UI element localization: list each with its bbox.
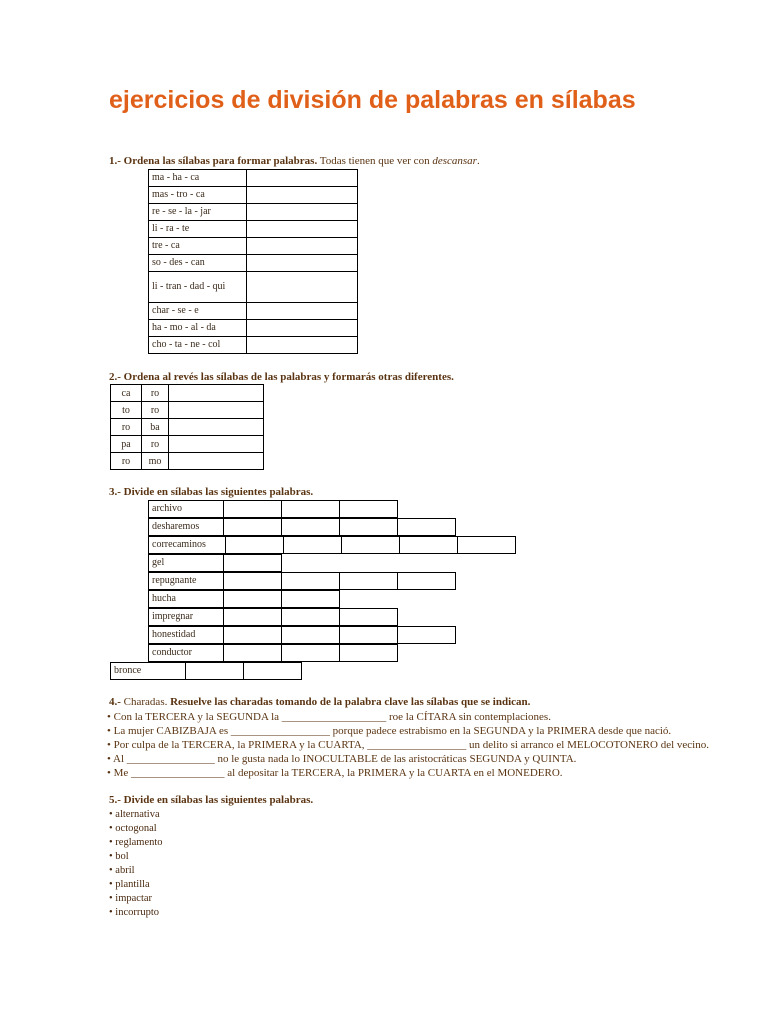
list-item: • Con la TERCERA y la SEGUNDA la ___________________ roe la CÍTARA sin contemplaciones. [107,711,551,723]
answer-cell[interactable] [223,554,282,572]
answer-cell[interactable] [247,221,358,238]
section-4-heading: 4.- Charadas. Resuelve las charadas tomando de la palabra clave las sílabas que se indican. [109,696,531,708]
answer-cell[interactable] [223,590,282,608]
charades-list [107,710,709,780]
answer-cell[interactable] [247,337,358,354]
table-row: ca ro [111,385,264,402]
list-item: • Me _________________ al depositar la TERCERA, la PRIMERA y la CUARTA en el MONEDERO. [107,767,563,779]
word-row: impregnar [148,608,397,626]
table-row: char - se - e [149,303,358,320]
answer-cell[interactable] [281,572,340,590]
table-row: pa ro [111,436,264,453]
list-item: • alternativa [109,809,160,820]
table-row: ro ba [111,419,264,436]
table-row: ma - ha - ca [149,170,358,187]
answer-cell[interactable] [247,255,358,272]
section-5-instruction: Divide en sílabas las siguientes palabras. [123,794,314,806]
section-4-instruction: Resuelve las charadas tomando de la palabra clave las sílabas que se indican. [170,696,531,708]
answer-cell[interactable] [397,626,456,644]
answer-cell[interactable] [281,518,340,536]
answer-cell[interactable] [339,608,398,626]
list-item: • octogonal [109,823,157,834]
answer-cell[interactable] [169,453,264,470]
answer-cell[interactable] [225,536,284,554]
answer-cell[interactable] [339,500,398,518]
answer-cell[interactable] [247,204,358,221]
page-title: ejercicios de división de palabras en sílabas [109,86,636,114]
answer-cell[interactable] [247,187,358,204]
table-row: ro mo [111,453,264,470]
answer-cell[interactable] [185,662,244,680]
word-row: conductor [148,644,397,662]
answer-cell[interactable] [281,500,340,518]
answer-cell[interactable] [281,590,340,608]
section-3-heading: 3.- Divide en sílabas las siguientes palabras. [109,486,314,498]
answer-cell[interactable] [339,626,398,644]
list-item: • impactar [109,893,153,904]
answer-cell[interactable] [223,644,282,662]
table-row: so - des - can [149,255,358,272]
word-row: honestidad [148,626,455,644]
answer-cell[interactable] [247,320,358,337]
section-1-note-word: descansar [432,155,477,167]
answer-cell[interactable] [223,608,282,626]
section-4-label: Charadas. [123,696,168,708]
word-row: archivo [148,500,397,518]
word-row: correcaminos [148,536,515,554]
table-row: tre - ca [149,238,358,255]
answer-cell[interactable] [399,536,458,554]
answer-cell[interactable] [169,385,264,402]
answer-cell[interactable] [339,572,398,590]
answer-cell[interactable] [243,662,302,680]
answer-cell[interactable] [247,238,358,255]
syllable-order-table [148,169,358,354]
answer-cell[interactable] [283,536,342,554]
answer-cell[interactable] [247,170,358,187]
word-list [109,808,163,920]
section-1-heading: 1.- Ordena las sílabas para formar palabras. Todas tienen que ver con descansar. [109,155,480,167]
table-row: li - ra - te [149,221,358,238]
answer-cell[interactable] [397,572,456,590]
list-item: • Por culpa de la TERCERA, la PRIMERA y la CUARTA, __________________ un delito si arranco el MELOCOTONERO del vecino. [107,739,709,751]
answer-cell[interactable] [223,626,282,644]
answer-cell[interactable] [397,518,456,536]
table-row: li - tran - dad - qui [149,272,358,303]
answer-cell[interactable] [281,644,340,662]
section-2-heading: 2.- Ordena al revés las sílabas de las palabras y formarás otras diferentes. [109,371,454,383]
answer-cell[interactable] [457,536,516,554]
reverse-syllable-table [110,384,264,470]
list-item: • abril [109,865,135,876]
answer-cell[interactable] [169,419,264,436]
section-1-instruction: Ordena las sílabas para formar palabras. [123,155,318,167]
section-1-number: 1.- [109,155,121,167]
table-row: to ro [111,402,264,419]
list-item: • Al ________________ no le gusta nada lo INOCULTABLE de las aristocráticas SEGUNDA y QUINTA. [107,753,577,765]
table-row: re - se - la - jar [149,204,358,221]
list-item: • plantilla [109,879,150,890]
answer-cell[interactable] [247,303,358,320]
answer-cell[interactable] [339,644,398,662]
answer-cell[interactable] [169,402,264,419]
answer-cell[interactable] [339,518,398,536]
answer-cell[interactable] [281,608,340,626]
table-row: cho - ta - ne - col [149,337,358,354]
word-row: bronce [110,662,301,680]
list-item: • bol [109,851,129,862]
word-row: hucha [148,590,339,608]
answer-cell[interactable] [223,572,282,590]
section-3-instruction: Divide en sílabas las siguientes palabras. [123,486,314,498]
list-item: • reglamento [109,837,163,848]
table-row: ha - mo - al - da [149,320,358,337]
section-2-instruction: Ordena al revés las sílabas de las palabras y formarás otras diferentes. [123,371,454,383]
answer-cell[interactable] [169,436,264,453]
table-row: mas - tro - ca [149,187,358,204]
list-item: • La mujer CABIZBAJA es __________________ porque padece estrabismo en la SEGUNDA y la PRIMERA desde que nació. [107,725,672,737]
word-row: desharemos [148,518,455,536]
list-item: • incorrupto [109,907,160,918]
answer-cell[interactable] [281,626,340,644]
answer-cell[interactable] [223,500,282,518]
answer-cell[interactable] [341,536,400,554]
answer-cell[interactable] [223,518,282,536]
answer-cell[interactable] [247,272,358,303]
word-row: gel [148,554,281,572]
section-1-note: Todas tienen que ver con [319,155,430,167]
word-row: repugnante [148,572,455,590]
section-5-heading: 5.- Divide en sílabas las siguientes palabras. [109,794,314,806]
